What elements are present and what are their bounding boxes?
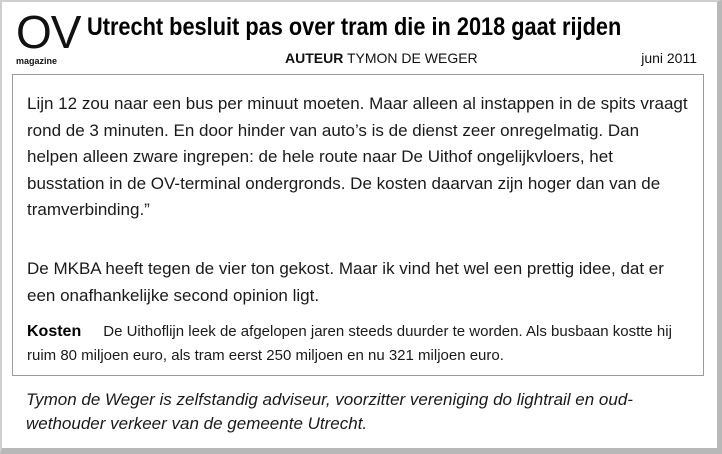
publication-date: juni 2011 bbox=[641, 50, 697, 66]
kosten-text: De Uithoflijn leek de afgelopen jaren steeds duurder te worden. Als busbaan kostte hij ruim 80 miljoen euro, als tram eerst 250 miljoen en nu 321 miljoen euro. bbox=[27, 323, 672, 364]
article-headline: Utrecht besluit pas over tram die in 2018 gaat rijden bbox=[87, 13, 622, 41]
body-paragraph-1: Lijn 12 zou naar een bus per minuut moeten. Maar alleen al instappen in de spits vraagt rond de 3 minuten. En door hinder van auto’s is de dienst zeer onregelmatig. Dan helpen alleen zware ingrepen: de hele route naar De Uithof ongelijkvloers, het busstation in de OV-terminal ondergronds. De kosten daarvan zijn hoger dan van de tramverbinding.” bbox=[27, 94, 688, 219]
author-label: AUTEUR bbox=[285, 50, 344, 66]
byline bbox=[285, 50, 478, 66]
kosten-section bbox=[27, 320, 691, 368]
body-paragraph-2: De MKBA heeft tegen de vier ton gekost. Maar ik vind het wel een prettig idee, dat er een onafhankelijke second opinion ligt. bbox=[27, 259, 664, 305]
kosten-heading: Kosten bbox=[27, 323, 82, 340]
article-body-box bbox=[12, 74, 704, 376]
ov-magazine-logo bbox=[16, 6, 81, 72]
logo-subtitle: magazine bbox=[16, 56, 58, 66]
author-bio: Tymon de Weger is zelfstandig adviseur, voorzitter vereniging do lightrail en oud-wethouder verkeer van de gemeente Utrecht. bbox=[26, 390, 633, 433]
logo-brand: OV bbox=[16, 6, 81, 58]
author-name: TYMON DE WEGER bbox=[346, 50, 478, 66]
